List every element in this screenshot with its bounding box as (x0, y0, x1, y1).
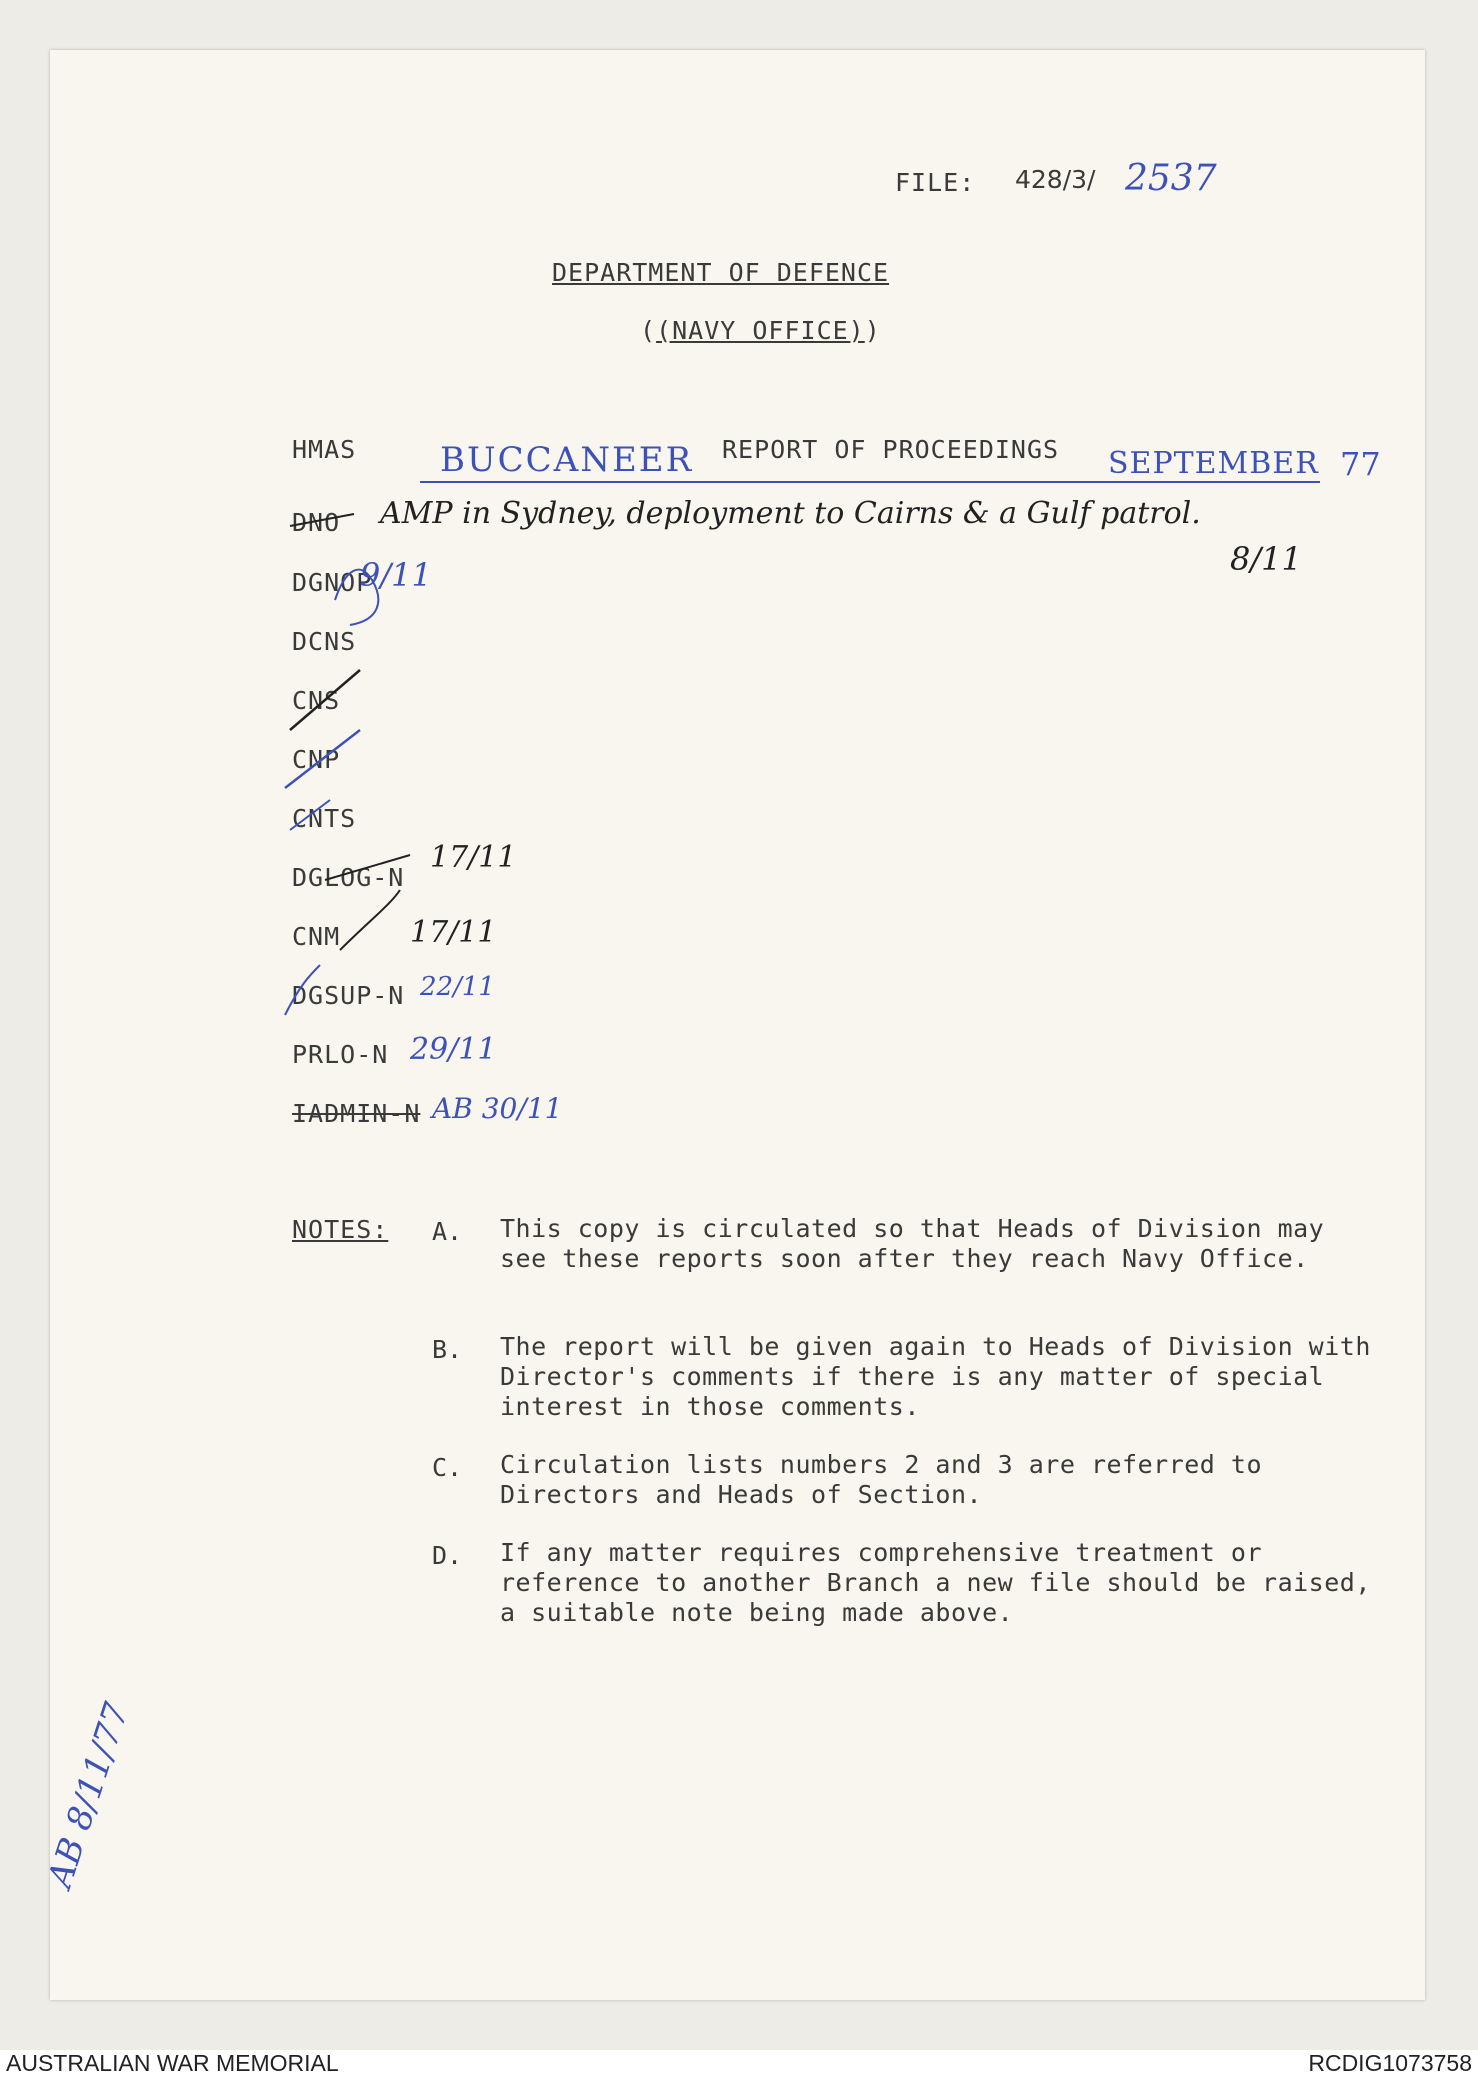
note-text-d: If any matter requires comprehensive treatment or reference to another Branch a new file should be raised, a suitable note being made above. (500, 1538, 1371, 1627)
circulation-code-cnts: CNTS (292, 804, 357, 833)
circulation-code-dglog-n: DGLOG-N (292, 863, 405, 892)
dglog-n-initials: 17/11 (430, 840, 517, 875)
dgnop-initials: 9/11 (360, 556, 432, 594)
note-letter-b: B. (432, 1335, 463, 1364)
report-title: REPORT OF PROCEEDINGS (722, 435, 1060, 464)
circulation-code-prlo-n: PRLO-N (292, 1040, 389, 1069)
note-text-a: This copy is circulated so that Heads of Division may see these reports soon after they reach Navy Office. (500, 1214, 1325, 1273)
circulation-code-dgsup-n: DGSUP-N (292, 981, 405, 1010)
note-letter-a: A. (432, 1217, 463, 1246)
dno-handwritten-note: AMP in Sydney, deployment to Cairns & a Gulf patrol. (380, 496, 1201, 531)
circulation-code-dcns: DCNS (292, 627, 357, 656)
office-heading: ((NAVY OFFICE)) (640, 316, 881, 345)
circulation-code-dgnop: DGNOP (292, 568, 373, 597)
cnm-initials: 17/11 (410, 915, 497, 950)
circulation-code-cns: CNS (292, 686, 341, 715)
report-month: SEPTEMBER (1108, 446, 1319, 481)
note-letter-c: C. (432, 1453, 463, 1482)
circulation-code-cnm: CNM (292, 922, 341, 951)
dno-initials: 8/11 (1230, 540, 1302, 578)
footer-catalog-id: RCDIG1073758 (1308, 2050, 1472, 2076)
file-number-handwritten: 2537 (1125, 158, 1217, 199)
note-letter-d: D. (432, 1541, 463, 1570)
margin-handwritten-date: AB 8/11/77 (40, 1697, 138, 1893)
office-name: (NAVY OFFICE) (656, 316, 865, 345)
circulation-code-cnp: CNP (292, 745, 341, 774)
prlo-n-initials: 29/11 (410, 1032, 497, 1067)
note-text-c: Circulation lists numbers 2 and 3 are referred to Directors and Heads of Section. (500, 1450, 1263, 1509)
dgsup-n-initials: 22/11 (420, 972, 495, 1002)
iadmin-n-initials: AB 30/11 (432, 1092, 563, 1125)
report-year: 77 (1340, 445, 1381, 483)
file-label: FILE: (895, 168, 976, 197)
notes-label: NOTES: (292, 1215, 389, 1244)
circulation-code-iadmin-n: IADMIN-N (292, 1099, 421, 1128)
note-text-b: The report will be given again to Heads of Division with Director's comments if there is any matter of special interest in those comments. (500, 1332, 1371, 1421)
hmas-label: HMAS (292, 435, 357, 464)
ship-name: BUCCANEER (440, 440, 694, 480)
footer-source: AUSTRALIAN WAR MEMORIAL (6, 2050, 339, 2076)
circulation-code-dno: DNO (292, 508, 341, 537)
file-number: 428/3/ (1015, 165, 1096, 194)
department-heading: DEPARTMENT OF DEFENCE (552, 258, 890, 287)
